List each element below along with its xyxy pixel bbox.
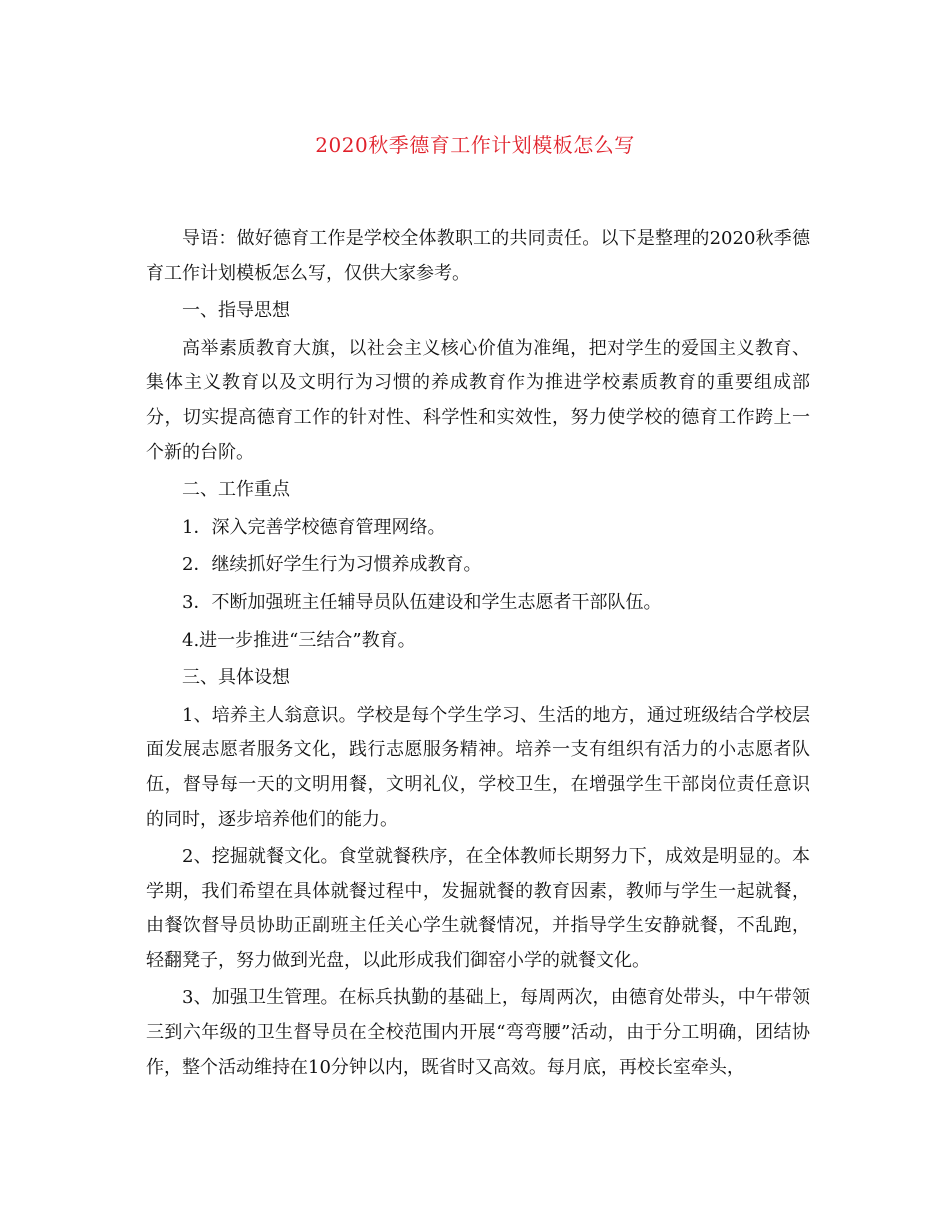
document-title: 2020秋季德育工作计划模板怎么写 [315, 133, 635, 157]
paragraph-intro: 导语：做好德育工作是学校全体教职工的共同责任。以下是整理的2020秋季德育工作计划模板怎么写，仅供大家参考。 [146, 228, 810, 284]
heading-work-focus: 二、工作重点 [182, 479, 290, 501]
list-item: 4.进一步推进“三结合”教育。 [182, 629, 416, 651]
paragraph-plan-3: 3、加强卫生管理。在标兵执勤的基础上，每周两次，由德育处带头，中午带领三到六年级的卫生督导员在全校范围内开展“弯弯腰”活动，由于分工明确，团结协作，整个活动维持在10分钟以内，既省时又高效。每月底，再校长室牵头， [146, 987, 810, 1078]
heading-specific-plans: 三、具体设想 [182, 667, 290, 689]
list-item: 2．继续抓好学生行为习惯养成教育。 [182, 554, 482, 576]
paragraph-plan-1: 1、培养主人翁意识。学校是每个学生学习、生活的地方，通过班级结合学校层面发展志愿者服务文化，践行志愿服务精神。培养一支有组织有活力的小志愿者队伍，督导每一天的文明用餐，文明礼仪，学校卫生，在增强学生干部岗位责任意识的同时，逐步培养他们的能力。 [146, 704, 810, 830]
list-item: 3．不断加强班主任辅导员队伍建设和学生志愿者干部队伍。 [182, 591, 662, 613]
heading-guiding-thought: 一、指导思想 [182, 300, 290, 322]
paragraph-guiding-thought: 高举素质教育大旗，以社会主义核心价值为准绳，把对学生的爱国主义教育、集体主义教育以及文明行为习惯的养成教育作为推进学校素质教育的重要组成部分，切实提高德育工作的针对性、科学性和实效性，努力使学校的德育工作跨上一个新的台阶。 [146, 337, 810, 463]
document-body [146, 222, 810, 1088]
list-item: 1．深入完善学校德育管理网络。 [182, 516, 446, 538]
paragraph-plan-2: 2、挖掘就餐文化。食堂就餐秩序，在全体教师长期努力下，成效是明显的。本学期，我们希望在具体就餐过程中，发掘就餐的教育因素，教师与学生一起就餐，由餐饮督导员协助正副班主任关心学生就餐情况，并指导学生安静就餐，不乱跑，轻翻凳子，努力做到光盘，以此形成我们御窑小学的就餐文化。 [146, 846, 810, 971]
